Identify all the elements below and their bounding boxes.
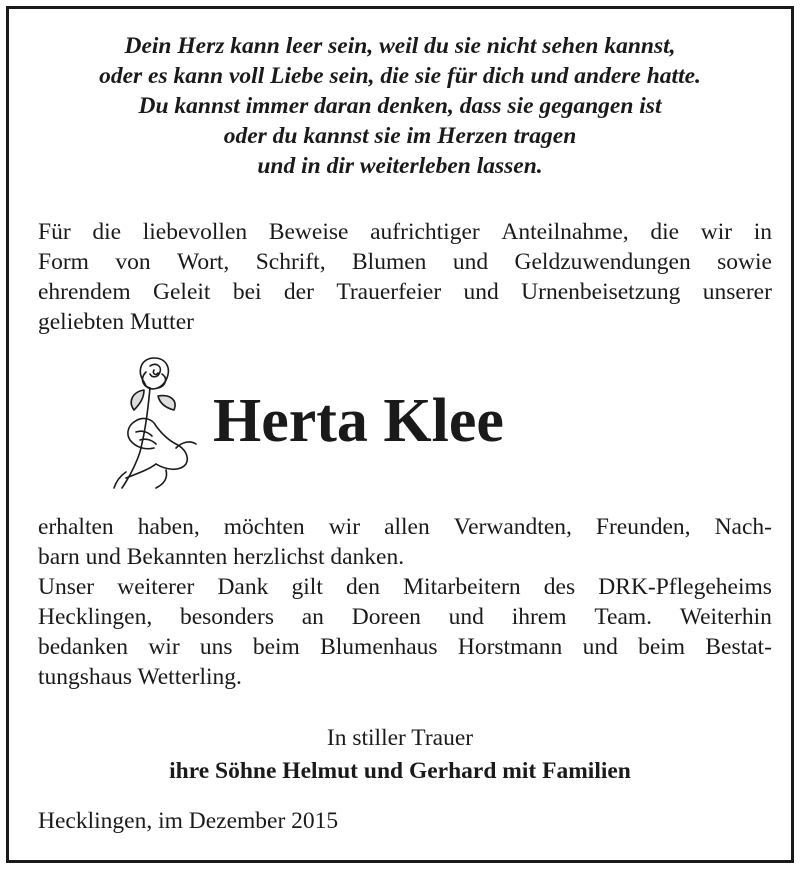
place-date: Hecklingen, im Dezember 2015 — [38, 808, 339, 834]
word: bedanken — [38, 634, 129, 660]
notice-frame — [6, 6, 794, 863]
paragraph-line — [38, 572, 772, 602]
word: haben, — [137, 514, 200, 540]
mourning-line: In stiller Trauer — [326, 725, 474, 751]
word: sowie — [717, 249, 772, 275]
word: Hecklingen, — [38, 604, 153, 630]
word: Bestat- — [705, 634, 772, 660]
word: und — [463, 279, 499, 305]
poem-line: oder du kannst sie im Herzen tragen — [223, 123, 577, 149]
word: ehrendem — [38, 279, 131, 305]
word: der — [283, 279, 314, 305]
word: wir — [700, 219, 733, 245]
rose-in-hand-icon — [106, 352, 206, 492]
word: und — [448, 604, 484, 630]
word: Verwandten, — [453, 514, 572, 540]
word: ihrem — [511, 604, 567, 630]
poem — [9, 31, 791, 181]
word: Blumenhaus — [320, 634, 438, 660]
word: uns — [199, 634, 233, 660]
word: die — [92, 219, 122, 245]
word: beim — [252, 634, 300, 660]
word: in — [753, 219, 772, 245]
word: Für — [38, 219, 71, 245]
poem-line: oder es kann voll Liebe sein, die sie für dich und andere hatte. — [99, 63, 701, 89]
word: Mitarbeitern — [403, 574, 521, 600]
word: Team. — [594, 604, 653, 630]
thanks-paragraph-1 — [38, 217, 772, 337]
word: liebevollen — [142, 219, 248, 245]
signers: ihre Söhne Helmut und Gerhard mit Familien — [169, 758, 631, 784]
word: erhalten — [38, 514, 114, 540]
word: Blumen — [352, 249, 427, 275]
word: Beweise — [268, 219, 349, 245]
word: beim — [638, 634, 686, 660]
deceased-name: Herta Klee — [213, 387, 504, 455]
paragraph-line — [38, 307, 772, 337]
paragraph-line — [38, 542, 772, 572]
paragraph-line — [38, 602, 772, 632]
word: Trauerfeier — [336, 279, 442, 305]
poem-line: Du kannst immer daran denken, dass sie gegangen ist — [138, 93, 662, 119]
word: allen — [384, 514, 430, 540]
word: Anteilnahme, — [501, 219, 629, 245]
word: barn und Bekannten herzlichst danken. — [38, 544, 405, 570]
paragraph-line — [38, 632, 772, 662]
word: Nach- — [714, 514, 772, 540]
word: wir — [328, 514, 361, 540]
word: Geleit — [153, 279, 211, 305]
word: den — [346, 574, 380, 600]
word: bei — [232, 279, 262, 305]
word: Horstmann — [457, 634, 563, 660]
word: Dank — [217, 574, 269, 600]
closing-block — [9, 722, 791, 788]
word: des — [543, 574, 576, 600]
paragraph-line — [38, 277, 772, 307]
poem-line: Dein Herz kann leer sein, weil du sie nicht sehen kannst, — [124, 33, 676, 59]
word: Form — [38, 249, 89, 275]
word: aufrichtiger — [370, 219, 480, 245]
word: Urnenbeisetzung — [521, 279, 681, 305]
word: gilt — [291, 574, 323, 600]
word: besonders — [179, 604, 274, 630]
word: Geldzuwendungen — [514, 249, 691, 275]
word: Doreen — [351, 604, 421, 630]
word: Unser — [38, 574, 95, 600]
paragraph-line — [38, 247, 772, 277]
word: tungshaus Wetterling. — [38, 664, 242, 690]
word: und — [452, 249, 489, 275]
paragraph-line — [38, 217, 772, 247]
word: die — [650, 219, 680, 245]
word: an — [301, 604, 324, 630]
poem-line: und in dir weiterleben lassen. — [257, 153, 543, 179]
word: möchten — [223, 514, 305, 540]
word: wir — [148, 634, 180, 660]
paragraph-line — [38, 512, 772, 542]
paragraph-line — [38, 662, 772, 692]
word: Wort, — [177, 249, 230, 275]
word: und — [582, 634, 618, 660]
word: unserer — [702, 279, 772, 305]
word: Schrift, — [255, 249, 326, 275]
word: Freunden, — [595, 514, 691, 540]
word: weiterer — [117, 574, 195, 600]
thanks-paragraph-2 — [38, 512, 772, 692]
word: geliebten Mutter — [38, 309, 194, 335]
word: von — [115, 249, 151, 275]
word: Weiterhin — [679, 604, 772, 630]
word: DRK-Pflegeheims — [598, 574, 772, 600]
